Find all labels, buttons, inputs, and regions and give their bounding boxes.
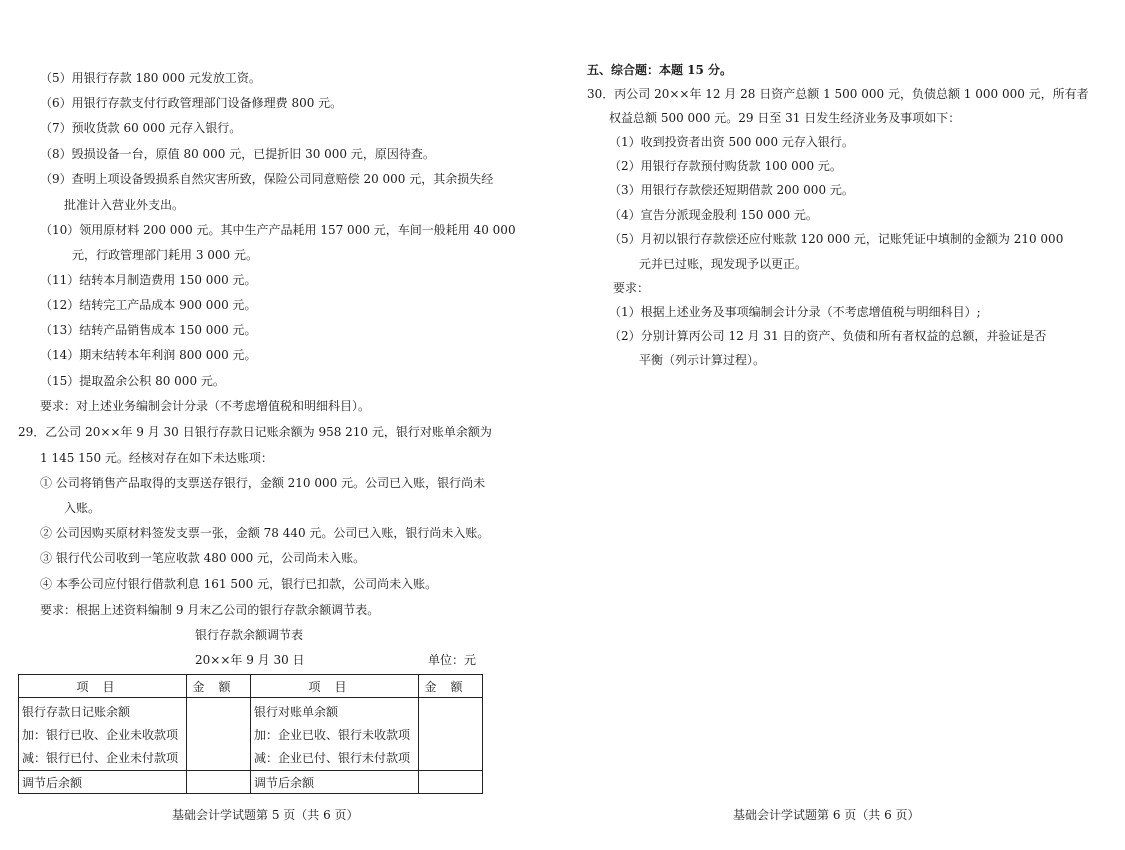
left-sub-label: 减：银行已付、企业未付款项 bbox=[22, 751, 179, 765]
requirement-line: （2）分别计算丙公司 12 月 31 日的资产、负债和所有者权益的总额，并验证是否 bbox=[609, 329, 1047, 343]
question-line: （13）结转产品销售成本 150 000 元。 bbox=[40, 323, 257, 337]
question-line: （14）期末结转本年利润 800 000 元。 bbox=[40, 348, 257, 362]
question-line: ③ 银行代公司收到一笔应收款 480 000 元，公司尚未入账。 bbox=[40, 551, 366, 565]
question-29-stem: 29．乙公司 20××年 9 月 30 日银行存款日记账余额为 958 210 元，银行对账单余额为 bbox=[18, 425, 492, 439]
left-add-label: 加：银行已收、企业未收款项 bbox=[22, 728, 179, 742]
left-items-cell bbox=[19, 698, 187, 771]
section-title: 五、综合题：本题 15 分。 bbox=[587, 63, 733, 77]
requirement-line: 要求：对上述业务编制会计分录（不考虑增值税和明细科目）。 bbox=[40, 399, 371, 413]
right-items-cell bbox=[251, 698, 419, 771]
table-title: 银行存款余额调节表 bbox=[195, 628, 304, 642]
question-line: （7）预收货款 60 000 元存入银行。 bbox=[40, 121, 242, 135]
question-line: （10）领用原材料 200 000 元。其中生产产品耗用 157 000 元，车间一般耗用 40 000 bbox=[40, 223, 516, 237]
page-footer: 基础会计学试题第 5 页（共 6 页） bbox=[172, 808, 359, 822]
question-30-stem: 30．丙公司 20××年 12 月 28 日资产总额 1 500 000 元，负债总额 1 000 000 元，所有者 bbox=[587, 87, 1089, 101]
bank-reconciliation-table bbox=[18, 674, 483, 794]
question-line: 权益总额 500 000 元。29 日至 31 日发生经济业务及事项如下： bbox=[609, 111, 961, 125]
question-line: （3）用银行存款偿还短期借款 200 000 元。 bbox=[609, 183, 854, 197]
question-line: （4）宣告分派现金股利 150 000 元。 bbox=[609, 208, 818, 222]
table-unit: 单位：元 bbox=[428, 653, 477, 667]
table-row bbox=[19, 771, 483, 794]
right-amount-cell bbox=[419, 698, 483, 771]
right-add-label: 加：企业已收、银行未收款项 bbox=[254, 728, 411, 742]
requirement-line: （1）根据上述业务及事项编制会计分录（不考虑增值税与明细科目）; bbox=[609, 305, 981, 319]
left-end-label: 调节后余额 bbox=[19, 771, 187, 794]
right-end-amount bbox=[419, 771, 483, 794]
requirement-line: 要求：根据上述资料编制 9 月末乙公司的银行存款余额调节表。 bbox=[40, 603, 380, 617]
header-item-right: 项目 bbox=[251, 675, 419, 698]
header-item-left: 项目 bbox=[19, 675, 187, 698]
left-start-label: 银行存款日记账余额 bbox=[22, 705, 131, 719]
table-date: 20××年 9 月 30 日 bbox=[195, 653, 305, 667]
right-end-label: 调节后余额 bbox=[251, 771, 419, 794]
question-line: （1）收到投资者出资 500 000 元存入银行。 bbox=[609, 135, 854, 149]
right-sub-label: 减：企业已付、银行未付款项 bbox=[254, 751, 411, 765]
requirement-heading: 要求： bbox=[613, 281, 650, 295]
question-line: 元并已过账，现发现予以更正。 bbox=[639, 257, 808, 271]
question-line: ② 公司因购买原材料签发支票一张，金额 78 440 元。公司已入账，银行尚未入账。 bbox=[40, 526, 490, 540]
question-line: ④ 本季公司应付银行借款利息 161 500 元，银行已扣款，公司尚未入账。 bbox=[40, 577, 438, 591]
question-line: 元，行政管理部门耗用 3 000 元。 bbox=[72, 248, 258, 262]
question-line: 1 145 150 元。经核对存在如下未达账项： bbox=[40, 451, 273, 465]
header-amount-right: 金额 bbox=[419, 675, 483, 698]
page-footer: 基础会计学试题第 6 页（共 6 页） bbox=[733, 808, 920, 822]
question-line: （5）月初以银行存款偿还应付账款 120 000 元，记账凭证中填制的金额为 210 000 bbox=[609, 232, 1064, 246]
table-header-row bbox=[19, 675, 483, 698]
question-line: （9）查明上项设备毁损系自然灾害所致，保险公司同意赔偿 20 000 元，其余损失经 bbox=[40, 172, 494, 186]
left-amount-cell bbox=[187, 698, 251, 771]
left-end-amount bbox=[187, 771, 251, 794]
right-start-label: 银行对账单余额 bbox=[254, 705, 339, 719]
question-line: （11）结转本月制造费用 150 000 元。 bbox=[40, 273, 257, 287]
question-line: （2）用银行存款预付购货款 100 000 元。 bbox=[609, 159, 842, 173]
question-line: （15）提取盈余公积 80 000 元。 bbox=[40, 374, 225, 388]
question-line: ① 公司将销售产品取得的支票送存银行，金额 210 000 元。公司已入账，银行尚未 bbox=[40, 476, 486, 490]
question-line: 入账。 bbox=[64, 501, 101, 515]
requirement-line: 平衡（列示计算过程）。 bbox=[639, 353, 766, 367]
header-amount-left: 金额 bbox=[187, 675, 251, 698]
question-line: 批准计入营业外支出。 bbox=[64, 198, 185, 212]
question-line: （6）用银行存款支付行政管理部门设备修理费 800 元。 bbox=[40, 96, 343, 110]
question-line: （12）结转完工产品成本 900 000 元。 bbox=[40, 298, 257, 312]
table-row bbox=[19, 698, 483, 771]
question-line: （8）毁损设备一台，原值 80 000 元，已提折旧 30 000 元，原因待查。 bbox=[40, 147, 435, 161]
question-line: （5）用银行存款 180 000 元发放工资。 bbox=[40, 71, 261, 85]
